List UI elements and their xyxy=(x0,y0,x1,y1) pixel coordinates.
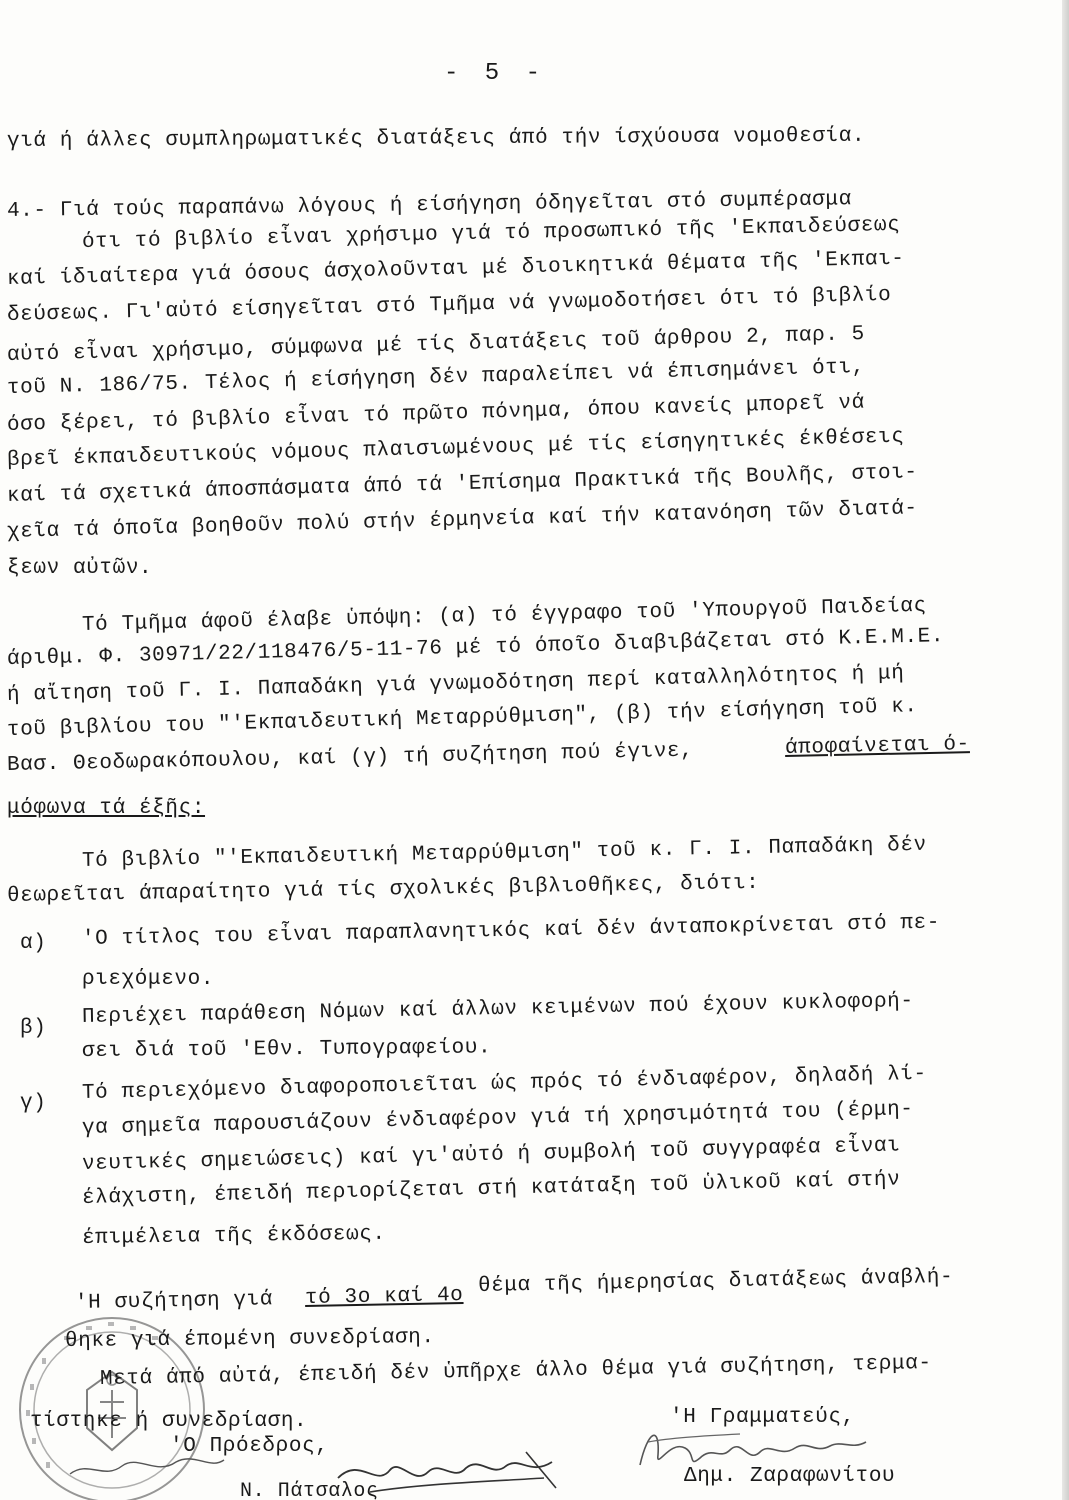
postponement-text-end: θέμα τῆς ήμερησίας διατάξεως άναβλή- xyxy=(477,1265,954,1298)
underlined-decision-phrase-end: μόφωνα τά έξῆς: xyxy=(7,797,206,820)
item-alpha-text: ριεχόμενο. xyxy=(82,968,215,991)
text-line: αὐτό εἶναι χρήσιμο, σύμφωνα μέ τίς διατάξεις τοῦ άρθρου 2, παρ. 5 xyxy=(6,323,866,367)
item-gamma-text: γα σημεῖα παρουσιάζουν ένδιαφέρον γιά τή χρησιμότητά του (έρμη- xyxy=(81,1098,914,1140)
decision-paragraph-first-line: Τό Τμῆμα άφοῦ έλαβε ὑπόψη: (α) τό έγγραφο τοῦ 'Υπουργοῦ Παιδείας xyxy=(81,594,927,637)
text-line: άριθμ. Φ. 30971/22/118476/5-11-76 μέ τό όποῖο διαβιβάζεται στό Κ.Ε.Μ.Ε. xyxy=(6,625,945,671)
text-line: δεύσεως. Γι'αὐτό είσηγεῖται στό Τμῆμα νά γνωμοδοτήσει ότι τό βιβλίο xyxy=(6,283,892,327)
decision-text-line: θεωρεῖται άπαραίτητο γιά τίς σχολικές βιβλιοθῆκες, διότι: xyxy=(6,871,760,908)
item-gamma-text: έλάχιστη, έπειδή περιορίζεται στή κατάταξη τοῦ ὑλικοῦ καί στήν xyxy=(81,1168,901,1210)
text-line: γιά ή άλλες συμπληρωματικές διατάξεις άπό τήν ίσχύουσα νομοθεσία. xyxy=(6,124,866,153)
item-gamma-text: έπιμέλεια τῆς έκδόσεως. xyxy=(81,1222,386,1250)
text-line: Βασ. Θεοδωρακόπουλου, καί (γ) τή συζήτηση πού έγινε, xyxy=(6,739,694,777)
item-marker-alpha: α) xyxy=(20,932,47,955)
closing-text-line: τίστηκε ή συνεδρίαση. xyxy=(30,1410,308,1433)
postponement-text-start: 'Η συζήτηση γιά xyxy=(74,1288,274,1315)
item-marker-gamma: γ) xyxy=(20,1092,47,1115)
text-line: καί ίδιαίτερα γιά όσους άσχολοῦνται μέ διοικητικά θέματα τῆς 'Εκπαι- xyxy=(6,247,905,291)
secretary-title: 'Η Γραμματεύς, xyxy=(670,1406,855,1429)
item-marker-beta: β) xyxy=(20,1017,47,1040)
item-beta-text: Περιέχει παράθεση Νόμων καί άλλων κειμένων πού έχουν κυκλοφορή- xyxy=(81,990,914,1029)
president-name: Ν. Πάτσαλος xyxy=(240,1480,379,1500)
text-line: ότι τό βιβλίο εἶναι χρήσιμο γιά τό προσωπικό τῆς 'Εκπαιδεύσεως xyxy=(81,213,901,254)
text-line: όσο ξέρει, τό βιβλίο εἶναι τό πρῶτο πόνημα, όπου κανείς μπορεῖ νά xyxy=(6,391,866,437)
postponement-text-line: θηκε γιά έπομένη συνεδρίαση. xyxy=(64,1326,435,1353)
item-gamma-text: Τό περιεχόμενο διαφοροποιεῖται ώς πρός τό ένδιαφέρον, δηλαδή λί- xyxy=(81,1062,927,1105)
item-alpha-text: 'Ο τίτλος του εἶναι παραπλανητικός καί δέν άνταποκρίνεται στό πε- xyxy=(81,911,941,951)
underlined-topics: τό 3ο καί 4ο xyxy=(304,1283,464,1310)
president-title: 'Ο Πρόεδρος, xyxy=(170,1435,329,1458)
closing-text-line: Μετά άπό αὐτά, έπειδή δέν ὑπῆρχε άλλο θέμα γιά συζήτηση, τερμα- xyxy=(99,1352,932,1391)
item-beta-text: σει διά τοῦ 'Εθν. Τυπογραφείου. xyxy=(81,1036,492,1063)
secretary-name: Δημ. Ζαραφωνίτου xyxy=(684,1465,896,1488)
text-line: βρεῖ έκπαιδευτικούς νόμους πλαισιωμένους μέ τίς είσηγητικές έκθέσεις xyxy=(6,425,905,472)
page-number: - 5 - xyxy=(444,60,547,87)
text-line: χεῖα τά όποῖα βοηθοῦν πολύ στήν έρμηνεία καί τήν κατανόηση τῶν διατά- xyxy=(6,497,918,544)
text-line: ή αἴτηση τοῦ Γ. Ι. Παπαδάκη γιά γνωμοδότηση περί καταλληλότητος ή μή xyxy=(6,662,905,707)
item-gamma-text: νευτικές σημειώσεις) καί γι'αὐτό ή συμβολή τοῦ συγγραφέα εἶναι xyxy=(81,1134,901,1176)
underlined-decision-phrase: άποφαίνεται ό- xyxy=(784,733,971,760)
text-line: τοῦ βιβλίου του "'Εκπαιδευτική Μεταρρύθμιση", (β) τήν είσήγηση τοῦ κ. xyxy=(6,695,918,742)
text-line: ξεων αὐτῶν. xyxy=(7,557,153,580)
section-4-first-line: 4.- Γιά τούς παραπάνω λόγους ή είσήγηση όδηγεῖται στό συμπέρασμα xyxy=(6,188,853,223)
decision-text-line: Τό βιβλίο "'Εκπαιδευτική Μεταρρύθμιση" τοῦ κ. Γ. Ι. Παπαδάκη δέν xyxy=(81,833,928,873)
text-line: τοῦ Ν. 186/75. Τέλος ή είσήγηση δέν παραλείπει νά έπισημάνει ότι, xyxy=(6,356,866,400)
text-line: καί τά σχετικά άποσπάσματα άπό τά 'Επίσημα Πρακτικά τῆς Βουλῆς, στοι- xyxy=(6,461,918,508)
